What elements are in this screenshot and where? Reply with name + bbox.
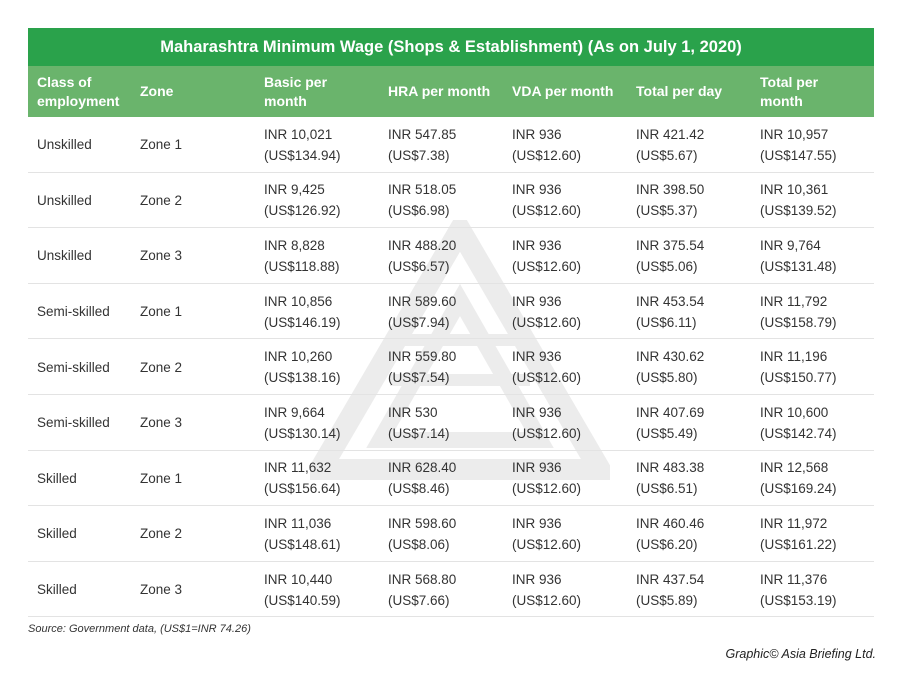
cell-zone: Zone 1 <box>140 470 183 486</box>
header-vda: VDA per month <box>512 83 614 99</box>
cell-class: Semi-skilled <box>37 304 110 320</box>
cell-vda: INR 936 (US$12.60) <box>512 404 582 441</box>
cell-total-month: INR 11,196 (US$150.77) <box>760 349 837 386</box>
cell-total-day: INR 421.42 (US$5.67) <box>636 126 705 163</box>
header-class: Class of employment <box>37 73 120 109</box>
cell-zone: Zone 3 <box>140 582 183 598</box>
cell-basic: INR 8,828 (US$118.88) <box>264 237 340 274</box>
cell-total-month: INR 10,600 (US$142.74) <box>760 404 837 441</box>
cell-hra: INR 598.60 (US$8.06) <box>388 515 457 552</box>
table-title: Maharashtra Minimum Wage (Shops & Establishment) (As on July 1, 2020) <box>28 28 874 66</box>
header-hra: HRA per month <box>388 83 491 99</box>
cell-class: Skilled <box>37 526 77 542</box>
cell-zone: Zone 3 <box>140 415 183 431</box>
cell-hra: INR 589.60 (US$7.94) <box>388 293 457 330</box>
table-row <box>28 284 874 340</box>
cell-vda: INR 936 (US$12.60) <box>512 126 582 163</box>
header-basic: Basic per month <box>264 73 328 109</box>
cell-zone: Zone 1 <box>140 304 183 320</box>
cell-total-month: INR 10,957 (US$147.55) <box>760 126 837 163</box>
cell-basic: INR 10,021 (US$134.94) <box>264 126 341 163</box>
table-row <box>28 506 874 562</box>
cell-zone: Zone 2 <box>140 526 183 542</box>
cell-vda: INR 936 (US$12.60) <box>512 349 582 386</box>
cell-zone: Zone 2 <box>140 359 183 375</box>
cell-vda: INR 936 (US$12.60) <box>512 237 582 274</box>
cell-hra: INR 628.40 (US$8.46) <box>388 460 457 497</box>
cell-total-day: INR 483.38 (US$6.51) <box>636 460 705 497</box>
cell-zone: Zone 2 <box>140 192 183 208</box>
cell-class: Unskilled <box>37 192 92 208</box>
cell-total-month: INR 10,361 (US$139.52) <box>760 182 837 219</box>
table-row <box>28 228 874 284</box>
cell-zone: Zone 1 <box>140 137 183 153</box>
cell-basic: INR 10,260 (US$138.16) <box>264 349 341 386</box>
cell-total-month: INR 11,376 (US$153.19) <box>760 571 837 608</box>
cell-total-day: INR 407.69 (US$5.49) <box>636 404 705 441</box>
cell-vda: INR 936 (US$12.60) <box>512 460 582 497</box>
cell-class: Semi-skilled <box>37 415 110 431</box>
cell-basic: INR 11,036 (US$148.61) <box>264 515 341 552</box>
table-body <box>28 117 874 617</box>
cell-class: Skilled <box>37 470 77 486</box>
cell-basic: INR 9,425 (US$126.92) <box>264 182 341 219</box>
cell-total-month: INR 11,972 (US$161.22) <box>760 515 837 552</box>
cell-total-day: INR 460.46 (US$6.20) <box>636 515 705 552</box>
cell-total-month: INR 9,764 (US$131.48) <box>760 237 837 274</box>
cell-total-month: INR 12,568 (US$169.24) <box>760 460 837 497</box>
table-row <box>28 173 874 229</box>
cell-class: Skilled <box>37 582 77 598</box>
cell-total-day: INR 437.54 (US$5.89) <box>636 571 705 608</box>
table-row <box>28 339 874 395</box>
cell-vda: INR 936 (US$12.60) <box>512 182 582 219</box>
cell-total-day: INR 398.50 (US$5.37) <box>636 182 705 219</box>
table-row <box>28 117 874 173</box>
cell-hra: INR 559.80 (US$7.54) <box>388 349 457 386</box>
cell-vda: INR 936 (US$12.60) <box>512 515 582 552</box>
cell-vda: INR 936 (US$12.60) <box>512 571 582 608</box>
cell-total-month: INR 11,792 (US$158.79) <box>760 293 837 330</box>
cell-total-day: INR 375.54 (US$5.06) <box>636 237 705 274</box>
table-row <box>28 451 874 507</box>
cell-total-day: INR 453.54 (US$6.11) <box>636 293 705 330</box>
source-note: Source: Government data, (US$1=INR 74.26) <box>28 623 251 635</box>
cell-class: Unskilled <box>37 248 92 264</box>
cell-basic: INR 11,632 (US$156.64) <box>264 460 341 497</box>
graphic-credit: Graphic© Asia Briefing Ltd. <box>725 647 876 661</box>
cell-zone: Zone 3 <box>140 248 183 264</box>
cell-class: Unskilled <box>37 137 92 153</box>
header-zone: Zone <box>140 83 174 99</box>
cell-hra: INR 518.05 (US$6.98) <box>388 182 457 219</box>
cell-total-day: INR 430.62 (US$5.80) <box>636 349 705 386</box>
cell-hra: INR 530 (US$7.14) <box>388 404 450 441</box>
table-row <box>28 395 874 451</box>
cell-vda: INR 936 (US$12.60) <box>512 293 582 330</box>
cell-class: Semi-skilled <box>37 359 110 375</box>
header-total-month: Total per month <box>760 73 819 109</box>
cell-hra: INR 547.85 (US$7.38) <box>388 126 457 163</box>
table-row <box>28 562 874 618</box>
header-total-day: Total per day <box>636 83 723 99</box>
cell-basic: INR 10,440 (US$140.59) <box>264 571 341 608</box>
cell-basic: INR 9,664 (US$130.14) <box>264 404 341 441</box>
cell-hra: INR 568.80 (US$7.66) <box>388 571 457 608</box>
cell-hra: INR 488.20 (US$6.57) <box>388 237 457 274</box>
cell-basic: INR 10,856 (US$146.19) <box>264 293 341 330</box>
table-header-row <box>28 66 874 117</box>
